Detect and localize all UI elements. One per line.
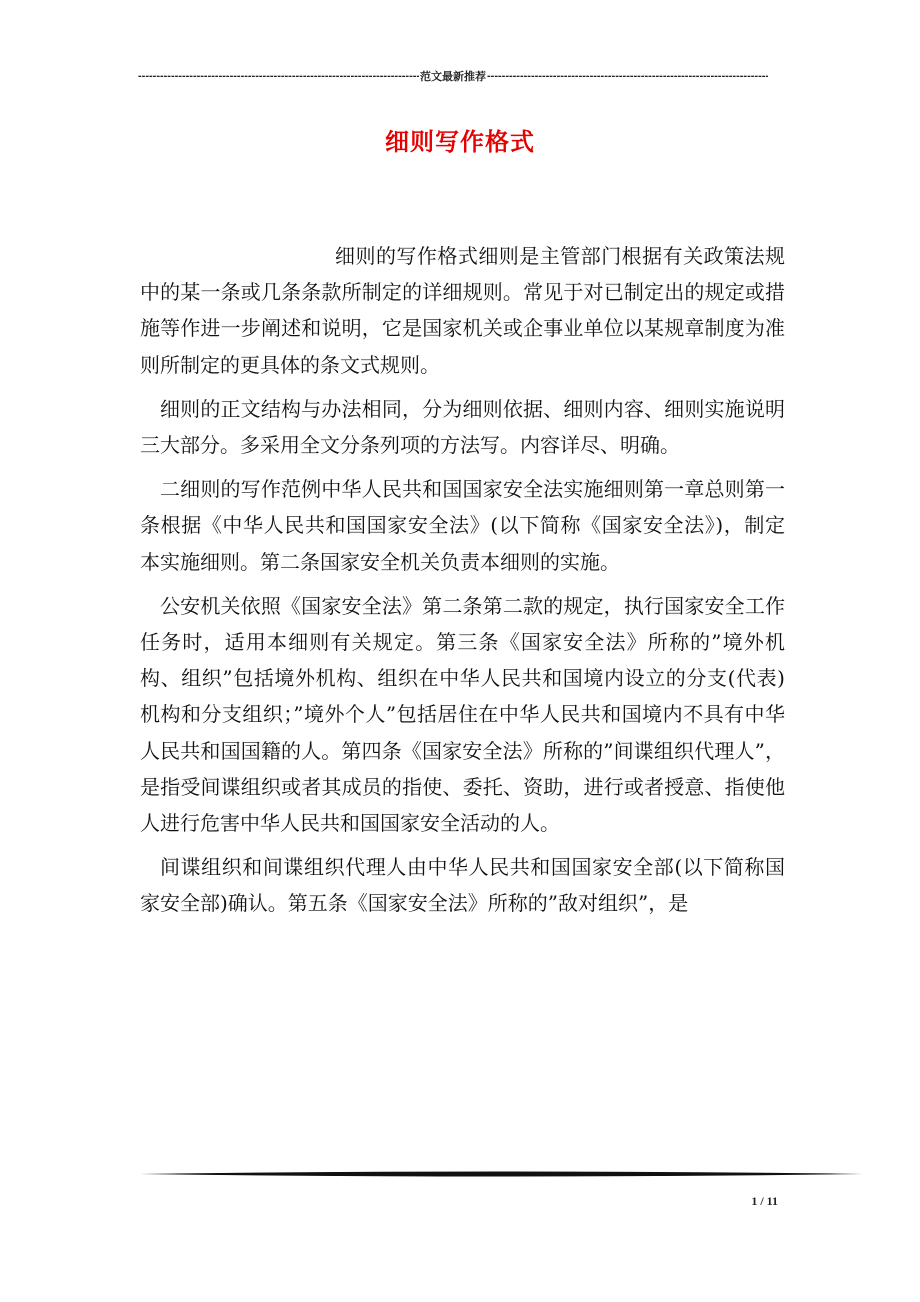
page-number: 1 / 11 bbox=[751, 1194, 778, 1208]
paragraph-4: 公安机关依照《国家安全法》第二条第二款的规定，执行国家安全工作任务时，适用本细则有关规定。第三条《国家安全法》所称的”境外机构、组织”包括境外机构、组织在中华人民共和国境内设立的分支(代表)机构和分支组织；”境外个人”包括居住在中华人民共和国境内不具有中华人民共和国国籍的人。第四条《国家安全法》所称的”间谍组织代理人”，是指受间谍组织或者其成员的指使、委托、资助，进行或者授意、指使他人进行危害中华人民共和国国家安全活动的人。 bbox=[140, 593, 785, 836]
header-label: 范文最新推荐 bbox=[420, 71, 486, 83]
header-dashes-left bbox=[138, 70, 419, 82]
paragraph-5: 间谍组织和间谍组织代理人由中华人民共和国国家安全部(以下简称国家安全部)确认。第五条《国家安全法》所称的”敌对组织”，是 bbox=[140, 855, 785, 916]
paragraph-1: 细则的写作格式细则是主管部门根据有关政策法规中的某一条或几条条款所制定的详细规则。常见于对已制定出的规定或措施等作进一步阐述和说明，它是国家机关或企事业单位以某规章制度为准则所制定的更具体的条文式规则。 bbox=[140, 244, 785, 377]
document-body bbox=[140, 238, 785, 922]
paragraph-3: 二细则的写作范例中华人民共和国国家安全法实施细则第一章总则第一条根据《中华人民共和国国家安全法》(以下简称《国家安全法》)，制定本实施细则。第二条国家安全机关负责本细则的实施。 bbox=[140, 477, 785, 574]
document-title: 细则写作格式 bbox=[385, 127, 535, 156]
header-dashes-right bbox=[487, 70, 768, 82]
footer-rule bbox=[140, 1170, 863, 1178]
page-header bbox=[138, 68, 768, 84]
paragraph-2: 细则的正文结构与办法相同，分为细则依据、细则内容、细则实施说明三大部分。多采用全文分条列项的方法写。内容详尽、明确。 bbox=[140, 396, 785, 458]
